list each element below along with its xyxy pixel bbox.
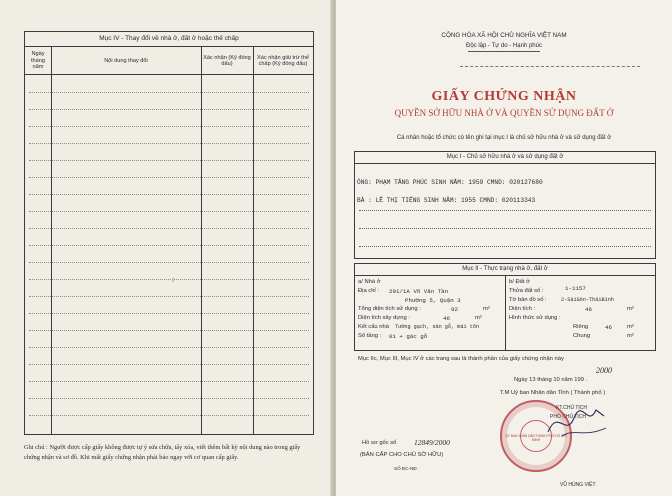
section-owners-title: Mục I - Chủ sở hữu nhà ở và sử dụng đất ở (355, 152, 655, 164)
owner-copy-label: (BẢN CẤP CHO CHỦ SỞ HỮU) (360, 452, 444, 458)
table-row (29, 347, 309, 348)
table-row (29, 211, 309, 212)
file-label: Hồ sơ gốc số (362, 440, 397, 446)
national-title: CỘNG HÒA XÃ HỘI CHỦ NGHĨA VIỆT NAM (441, 32, 567, 39)
private-value: 46 (605, 324, 612, 331)
sections-note: Mục IIc, Mục III, Mục IV ở các trang sau là thành phần của giấy chứng nhận này (358, 356, 564, 362)
table-row (29, 160, 309, 161)
unit: m² (627, 324, 634, 330)
header-content: Nội dung thay đổi (104, 57, 148, 64)
table-row (29, 279, 309, 280)
table-row (29, 296, 309, 297)
table-row (29, 262, 309, 263)
paper-mark (172, 278, 174, 282)
structure-label: Kết cấu nhà (358, 324, 389, 330)
national-motto: Độc lập - Tự do - Hạnh phúc (466, 43, 542, 49)
file-value: 12849/2000 (414, 438, 450, 447)
issuing-authority: T.M Uỷ ban Nhân dân Tỉnh ( Thành phố ) (500, 390, 606, 396)
use-type-label: Hình thức sử dụng : (509, 315, 561, 321)
ward-value: Phường 5, Quận 3 (405, 297, 461, 304)
certificate-title: GIẤY CHỨNG NHẬN (431, 89, 577, 104)
header-release: Xác nhận giải trừ thế chấp (Ký đóng dấu) (257, 54, 309, 67)
blank-line (359, 246, 651, 247)
column-divider (253, 47, 254, 434)
private-label: Riêng (573, 324, 589, 330)
table-row (29, 92, 309, 93)
map-label: Tờ bản đồ số : (509, 297, 547, 303)
unit: m² (627, 333, 634, 339)
table-row (29, 415, 309, 416)
unit: m² (627, 306, 634, 312)
position-title-2: PHÓ CHỦ TỊCH (550, 414, 587, 420)
table-row (29, 109, 309, 110)
map-value: 2-SàiGòn-TháiBình (561, 297, 614, 303)
owner-line-2: BÀ : LÊ THỊ TIẾNG SINH NĂM: 1955 CMND: 020113343 (357, 197, 536, 204)
table-row (29, 330, 309, 331)
motto-underline (468, 51, 540, 52)
floors-label: Số tầng : (358, 333, 382, 339)
blank-line (359, 210, 651, 211)
table-row (29, 194, 309, 195)
header-date: Ngày tháng năm (31, 51, 45, 71)
parcel-label: Thửa đất số : (509, 288, 544, 294)
parcel-value: 1-1157 (565, 285, 586, 292)
built-area-value: 46 (443, 315, 450, 322)
table-row (29, 228, 309, 229)
certificate-subtitle: QUYỀN SỞ HỮU NHÀ Ở VÀ QUYỀN SỬ DỤNG ĐẤT Ở (394, 108, 614, 118)
common-label: Chung (573, 333, 591, 339)
column-divider (51, 47, 52, 434)
blank-line (359, 228, 651, 229)
changes-table-title: Mục IV - Thay đổi về nhà ở, đất ở hoặc thế chấp (25, 32, 313, 47)
position-title: KT.CHỦ TỊCH (556, 405, 588, 411)
changes-table (24, 31, 314, 435)
date-line: Ngày 13 tháng 10 năm 199 . (514, 377, 588, 383)
table-row (29, 398, 309, 399)
left-page (0, 0, 334, 496)
structure-value: Tường gạch, sàn gỗ, mái tôn (395, 324, 480, 330)
table-row (29, 364, 309, 365)
address-value: 291/1A Võ Văn Tần (389, 288, 449, 295)
seal-text: ỦY BAN NHÂN DÂN THÀNH PHỐ HỒ CHÍ MINH (505, 434, 567, 442)
unit: m² (483, 306, 490, 312)
table-row (29, 245, 309, 246)
land-label: b/ Đất ở (509, 279, 530, 285)
unit: m² (475, 315, 482, 321)
total-area-value: 92 (451, 306, 458, 313)
column-divider (505, 276, 506, 350)
land-area-label: Diện tích : (509, 306, 536, 312)
year-handwritten: 2000 (596, 366, 612, 375)
land-area-value: 46 (585, 306, 592, 313)
serial-box (460, 66, 640, 76)
section-property (354, 263, 656, 351)
total-area-label: Tổng diện tích sử dụng : (358, 306, 421, 312)
built-area-label: Diện tích xây dựng : (358, 315, 410, 321)
column-divider (201, 47, 202, 434)
table-row (29, 177, 309, 178)
signature (544, 398, 614, 448)
house-label: a/ Nhà ở (358, 279, 381, 285)
table-row (29, 126, 309, 127)
owner-line-1: ÔNG: PHẠM TĂNG PHÚC SINH NĂM: 1959 CMND: 020127680 (357, 179, 543, 186)
section-owners (354, 151, 656, 259)
footnote: Ghi chú : Người được cấp giấy không được tự ý sửa chữa, tẩy xóa, viết thêm bất kỳ nội dung nào trong giấy chứng nhận và sơ đồ. Khi mất giấy chứng nhận phải báo ngay với cơ quan cấp giấy. (24, 444, 301, 461)
table-row (29, 381, 309, 382)
floors-value: 01 + gác gỗ (389, 333, 428, 340)
header-confirm: Xác nhận (Ký đóng dấu) (203, 54, 251, 67)
intro-text: Cá nhân hoặc tổ chức có tên ghi tại mục I là chủ sở hữu nhà ở và sử dụng đất ở (396, 135, 612, 141)
address-label: Địa chỉ : (358, 288, 379, 294)
signer-name: VŨ HÙNG VIỆT (560, 482, 596, 488)
table-row (29, 143, 309, 144)
serial-label: SỐ ĐC-NĐ (394, 466, 417, 471)
section-property-title: Mục II - Thực trạng nhà ở, đất ở (355, 264, 655, 276)
table-row (29, 313, 309, 314)
